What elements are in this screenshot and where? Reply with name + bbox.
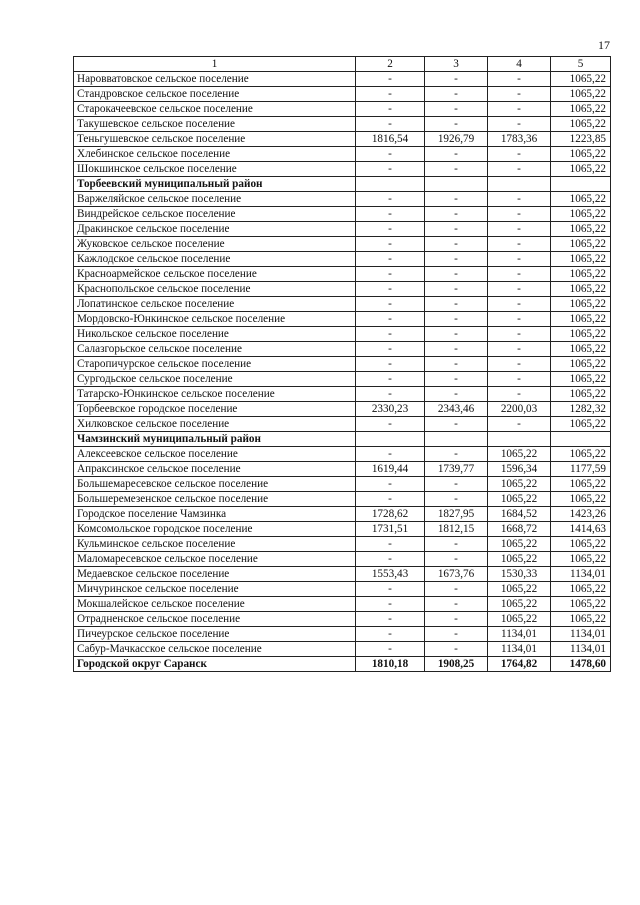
- value-col5-cell: 1065,22: [551, 492, 611, 507]
- value-col5-cell: 1134,01: [551, 627, 611, 642]
- table-row: [74, 417, 611, 432]
- table-row: [74, 582, 611, 597]
- value-col5-cell: 1065,22: [551, 222, 611, 237]
- value-col2-cell: -: [356, 552, 425, 567]
- settlement-name-cell: Старокачеевское сельское поселение: [74, 102, 356, 117]
- settlement-name-cell: Хлебинское сельское поселение: [74, 147, 356, 162]
- table-row: [74, 357, 611, 372]
- value-col3-cell: 1908,25: [425, 657, 488, 672]
- value-col5-cell: [551, 177, 611, 192]
- table-row: [74, 597, 611, 612]
- value-col5-cell: 1065,22: [551, 117, 611, 132]
- table-row: [74, 132, 611, 147]
- value-col2-cell: -: [356, 267, 425, 282]
- value-col5-cell: 1065,22: [551, 102, 611, 117]
- value-col2-cell: -: [356, 342, 425, 357]
- settlement-name-cell: Жуковское сельское поселение: [74, 237, 356, 252]
- value-col3-cell: -: [425, 72, 488, 87]
- settlement-name-cell: Татарско-Юнкинское сельское поселение: [74, 387, 356, 402]
- value-col2-cell: -: [356, 387, 425, 402]
- value-col4-cell: 2200,03: [488, 402, 551, 417]
- column-number-3: 3: [425, 57, 488, 72]
- value-col2-cell: -: [356, 162, 425, 177]
- table-row: [74, 72, 611, 87]
- table-row: [74, 252, 611, 267]
- value-col4-cell: [488, 432, 551, 447]
- value-col3-cell: -: [425, 417, 488, 432]
- value-col4-cell: 1684,52: [488, 507, 551, 522]
- value-col5-cell: 1065,22: [551, 357, 611, 372]
- value-col4-cell: -: [488, 282, 551, 297]
- value-col3-cell: -: [425, 357, 488, 372]
- value-col3-cell: -: [425, 642, 488, 657]
- value-col5-cell: [551, 432, 611, 447]
- table-row: [74, 207, 611, 222]
- value-col3-cell: 1812,15: [425, 522, 488, 537]
- value-col2-cell: 1810,18: [356, 657, 425, 672]
- settlement-name-cell: Дракинское сельское поселение: [74, 222, 356, 237]
- value-col5-cell: 1065,22: [551, 147, 611, 162]
- value-col4-cell: -: [488, 417, 551, 432]
- value-col5-cell: 1065,22: [551, 252, 611, 267]
- settlement-name-cell: Краснопольское сельское поселение: [74, 282, 356, 297]
- value-col4-cell: -: [488, 147, 551, 162]
- value-col4-cell: 1134,01: [488, 627, 551, 642]
- settlement-name-cell: Отрадненское сельское поселение: [74, 612, 356, 627]
- value-col2-cell: -: [356, 627, 425, 642]
- value-col2-cell: -: [356, 87, 425, 102]
- value-col2-cell: -: [356, 447, 425, 462]
- table-row: [74, 537, 611, 552]
- table-row: [74, 162, 611, 177]
- settlement-name-cell: Кульминское сельское поселение: [74, 537, 356, 552]
- value-col4-cell: 1668,72: [488, 522, 551, 537]
- value-col2-cell: -: [356, 417, 425, 432]
- settlement-name-cell: Салазгорьское сельское поселение: [74, 342, 356, 357]
- value-col2-cell: -: [356, 597, 425, 612]
- value-col5-cell: 1223,85: [551, 132, 611, 147]
- value-col4-cell: -: [488, 387, 551, 402]
- value-col2-cell: -: [356, 642, 425, 657]
- table-row: [74, 327, 611, 342]
- value-col2-cell: -: [356, 117, 425, 132]
- value-col3-cell: -: [425, 372, 488, 387]
- value-col2-cell: -: [356, 477, 425, 492]
- value-col5-cell: 1065,22: [551, 327, 611, 342]
- value-col3-cell: 1673,76: [425, 567, 488, 582]
- column-number-2: 2: [356, 57, 425, 72]
- value-col4-cell: -: [488, 222, 551, 237]
- table-row: [74, 462, 611, 477]
- table-row: [74, 87, 611, 102]
- value-col2-cell: -: [356, 237, 425, 252]
- table-row: [74, 297, 611, 312]
- section-header-row: [74, 657, 611, 672]
- value-col5-cell: 1065,22: [551, 87, 611, 102]
- settlement-name-cell: Варжеляйское сельское поселение: [74, 192, 356, 207]
- value-col4-cell: -: [488, 252, 551, 267]
- table-row: [74, 627, 611, 642]
- value-col3-cell: -: [425, 312, 488, 327]
- table-row: [74, 117, 611, 132]
- settlement-name-cell: Городское поселение Чамзинка: [74, 507, 356, 522]
- value-col2-cell: 1553,43: [356, 567, 425, 582]
- value-col4-cell: -: [488, 267, 551, 282]
- value-col2-cell: -: [356, 372, 425, 387]
- settlement-name-cell: Такушевское сельское поселение: [74, 117, 356, 132]
- value-col5-cell: 1177,59: [551, 462, 611, 477]
- table-row: [74, 237, 611, 252]
- value-col5-cell: 1414,63: [551, 522, 611, 537]
- value-col3-cell: -: [425, 282, 488, 297]
- settlement-name-cell: Теньгушевское сельское поселение: [74, 132, 356, 147]
- value-col4-cell: 1065,22: [488, 597, 551, 612]
- settlement-name-cell: Медаевское сельское поселение: [74, 567, 356, 582]
- table-row: [74, 372, 611, 387]
- value-col5-cell: 1065,22: [551, 417, 611, 432]
- value-col3-cell: -: [425, 192, 488, 207]
- value-col4-cell: 1065,22: [488, 447, 551, 462]
- value-col3-cell: -: [425, 597, 488, 612]
- value-col3-cell: -: [425, 447, 488, 462]
- value-col4-cell: 1764,82: [488, 657, 551, 672]
- value-col5-cell: 1065,22: [551, 447, 611, 462]
- settlement-name-cell: Алексеевское сельское поселение: [74, 447, 356, 462]
- value-col3-cell: -: [425, 252, 488, 267]
- settlement-name-cell: Мичуринское сельское поселение: [74, 582, 356, 597]
- value-col5-cell: 1065,22: [551, 582, 611, 597]
- value-col2-cell: -: [356, 537, 425, 552]
- table-row: [74, 342, 611, 357]
- section-header-row: [74, 432, 611, 447]
- settlement-name-cell: Апраксинское сельское поселение: [74, 462, 356, 477]
- value-col2-cell: 2330,23: [356, 402, 425, 417]
- settlement-name-cell: Большеремезенское сельское поселение: [74, 492, 356, 507]
- value-col2-cell: [356, 432, 425, 447]
- table-body: [74, 72, 611, 672]
- value-col3-cell: -: [425, 162, 488, 177]
- value-col3-cell: -: [425, 627, 488, 642]
- tariff-table: [73, 56, 611, 672]
- table-row: [74, 642, 611, 657]
- value-col5-cell: 1065,22: [551, 267, 611, 282]
- table-row: [74, 522, 611, 537]
- value-col3-cell: -: [425, 342, 488, 357]
- value-col3-cell: -: [425, 492, 488, 507]
- value-col3-cell: -: [425, 117, 488, 132]
- value-col2-cell: -: [356, 492, 425, 507]
- value-col4-cell: 1065,22: [488, 552, 551, 567]
- value-col2-cell: -: [356, 252, 425, 267]
- value-col5-cell: 1065,22: [551, 282, 611, 297]
- settlement-name-cell: Красноармейское сельское поселение: [74, 267, 356, 282]
- value-col2-cell: [356, 177, 425, 192]
- value-col2-cell: 1619,44: [356, 462, 425, 477]
- value-col4-cell: 1065,22: [488, 537, 551, 552]
- table-row: [74, 267, 611, 282]
- section-header-row: [74, 177, 611, 192]
- value-col4-cell: -: [488, 372, 551, 387]
- settlement-name-cell: Большемаресевское сельское поселение: [74, 477, 356, 492]
- settlement-name-cell: Мордовско-Юнкинское сельское поселение: [74, 312, 356, 327]
- value-col4-cell: -: [488, 207, 551, 222]
- value-col3-cell: -: [425, 87, 488, 102]
- value-col5-cell: 1134,01: [551, 567, 611, 582]
- value-col3-cell: -: [425, 207, 488, 222]
- table-row: [74, 387, 611, 402]
- value-col5-cell: 1065,22: [551, 162, 611, 177]
- value-col4-cell: 1596,34: [488, 462, 551, 477]
- value-col3-cell: -: [425, 612, 488, 627]
- value-col2-cell: -: [356, 282, 425, 297]
- value-col3-cell: -: [425, 537, 488, 552]
- settlement-name-cell: Старопичурское сельское поселение: [74, 357, 356, 372]
- value-col3-cell: [425, 432, 488, 447]
- value-col3-cell: -: [425, 582, 488, 597]
- column-number-row: [74, 57, 611, 72]
- settlement-name-cell: Наровватовское сельское поселение: [74, 72, 356, 87]
- settlement-name-cell: Городской округ Саранск: [74, 657, 356, 672]
- value-col4-cell: -: [488, 102, 551, 117]
- value-col4-cell: -: [488, 237, 551, 252]
- value-col4-cell: -: [488, 297, 551, 312]
- value-col3-cell: -: [425, 237, 488, 252]
- value-col3-cell: -: [425, 147, 488, 162]
- table-row: [74, 192, 611, 207]
- settlement-name-cell: Хилковское сельское поселение: [74, 417, 356, 432]
- page-number: 17: [598, 38, 610, 52]
- value-col4-cell: 1065,22: [488, 477, 551, 492]
- value-col4-cell: 1065,22: [488, 492, 551, 507]
- value-col2-cell: -: [356, 312, 425, 327]
- settlement-name-cell: Сабур-Мачкасское сельское поселение: [74, 642, 356, 657]
- value-col4-cell: 1065,22: [488, 582, 551, 597]
- settlement-name-cell: Виндрейское сельское поселение: [74, 207, 356, 222]
- table-row: [74, 147, 611, 162]
- value-col2-cell: 1731,51: [356, 522, 425, 537]
- value-col5-cell: 1065,22: [551, 612, 611, 627]
- value-col2-cell: 1816,54: [356, 132, 425, 147]
- settlement-name-cell: Пичеурское сельское поселение: [74, 627, 356, 642]
- value-col5-cell: 1065,22: [551, 387, 611, 402]
- settlement-name-cell: Кажлодское сельское поселение: [74, 252, 356, 267]
- value-col2-cell: -: [356, 612, 425, 627]
- table-row: [74, 312, 611, 327]
- value-col5-cell: 1065,22: [551, 237, 611, 252]
- value-col4-cell: -: [488, 357, 551, 372]
- value-col5-cell: 1065,22: [551, 297, 611, 312]
- table-row: [74, 492, 611, 507]
- value-col4-cell: -: [488, 312, 551, 327]
- value-col5-cell: 1065,22: [551, 477, 611, 492]
- settlement-name-cell: Чамзинский муниципальный район: [74, 432, 356, 447]
- value-col2-cell: -: [356, 102, 425, 117]
- settlement-name-cell: Лопатинское сельское поселение: [74, 297, 356, 312]
- table-row: [74, 552, 611, 567]
- value-col5-cell: 1065,22: [551, 72, 611, 87]
- table-row: [74, 102, 611, 117]
- settlement-name-cell: Мокшалейское сельское поселение: [74, 597, 356, 612]
- value-col2-cell: -: [356, 192, 425, 207]
- value-col5-cell: 1065,22: [551, 597, 611, 612]
- settlement-name-cell: Маломаресевское сельское поселение: [74, 552, 356, 567]
- value-col3-cell: [425, 177, 488, 192]
- value-col4-cell: -: [488, 72, 551, 87]
- value-col3-cell: 1827,95: [425, 507, 488, 522]
- value-col3-cell: -: [425, 477, 488, 492]
- value-col5-cell: 1065,22: [551, 312, 611, 327]
- value-col3-cell: -: [425, 552, 488, 567]
- value-col5-cell: 1065,22: [551, 342, 611, 357]
- settlement-name-cell: Сургодьское сельское поселение: [74, 372, 356, 387]
- settlement-name-cell: Шокшинское сельское поселение: [74, 162, 356, 177]
- value-col2-cell: -: [356, 222, 425, 237]
- value-col5-cell: 1134,01: [551, 642, 611, 657]
- value-col5-cell: 1478,60: [551, 657, 611, 672]
- value-col2-cell: -: [356, 357, 425, 372]
- value-col3-cell: -: [425, 297, 488, 312]
- value-col4-cell: -: [488, 117, 551, 132]
- value-col5-cell: 1065,22: [551, 552, 611, 567]
- value-col4-cell: -: [488, 162, 551, 177]
- value-col5-cell: 1065,22: [551, 372, 611, 387]
- value-col4-cell: -: [488, 192, 551, 207]
- value-col3-cell: 1739,77: [425, 462, 488, 477]
- column-number-4: 4: [488, 57, 551, 72]
- value-col2-cell: -: [356, 207, 425, 222]
- value-col2-cell: -: [356, 582, 425, 597]
- value-col2-cell: -: [356, 147, 425, 162]
- value-col4-cell: -: [488, 342, 551, 357]
- value-col3-cell: -: [425, 267, 488, 282]
- value-col4-cell: 1065,22: [488, 612, 551, 627]
- value-col3-cell: -: [425, 222, 488, 237]
- value-col3-cell: -: [425, 387, 488, 402]
- value-col3-cell: -: [425, 327, 488, 342]
- table-row: [74, 567, 611, 582]
- table-row: [74, 222, 611, 237]
- settlement-name-cell: Никольское сельское поселение: [74, 327, 356, 342]
- value-col5-cell: 1065,22: [551, 537, 611, 552]
- table-row: [74, 282, 611, 297]
- column-number-5: 5: [551, 57, 611, 72]
- table-row: [74, 402, 611, 417]
- table-row: [74, 477, 611, 492]
- settlement-name-cell: Торбеевское городское поселение: [74, 402, 356, 417]
- value-col4-cell: [488, 177, 551, 192]
- value-col5-cell: 1065,22: [551, 207, 611, 222]
- value-col4-cell: -: [488, 327, 551, 342]
- value-col4-cell: 1530,33: [488, 567, 551, 582]
- value-col2-cell: -: [356, 72, 425, 87]
- value-col2-cell: -: [356, 327, 425, 342]
- value-col3-cell: 1926,79: [425, 132, 488, 147]
- value-col4-cell: 1134,01: [488, 642, 551, 657]
- settlement-name-cell: Торбеевский муниципальный район: [74, 177, 356, 192]
- value-col2-cell: -: [356, 297, 425, 312]
- table-row: [74, 447, 611, 462]
- value-col3-cell: -: [425, 102, 488, 117]
- value-col4-cell: -: [488, 87, 551, 102]
- settlement-name-cell: Комсомольское городское поселение: [74, 522, 356, 537]
- column-number-1: 1: [74, 57, 356, 72]
- value-col5-cell: 1282,32: [551, 402, 611, 417]
- value-col4-cell: 1783,36: [488, 132, 551, 147]
- table-row: [74, 612, 611, 627]
- value-col3-cell: 2343,46: [425, 402, 488, 417]
- value-col5-cell: 1423,26: [551, 507, 611, 522]
- table-row: [74, 507, 611, 522]
- settlement-name-cell: Стандровское сельское поселение: [74, 87, 356, 102]
- value-col5-cell: 1065,22: [551, 192, 611, 207]
- value-col2-cell: 1728,62: [356, 507, 425, 522]
